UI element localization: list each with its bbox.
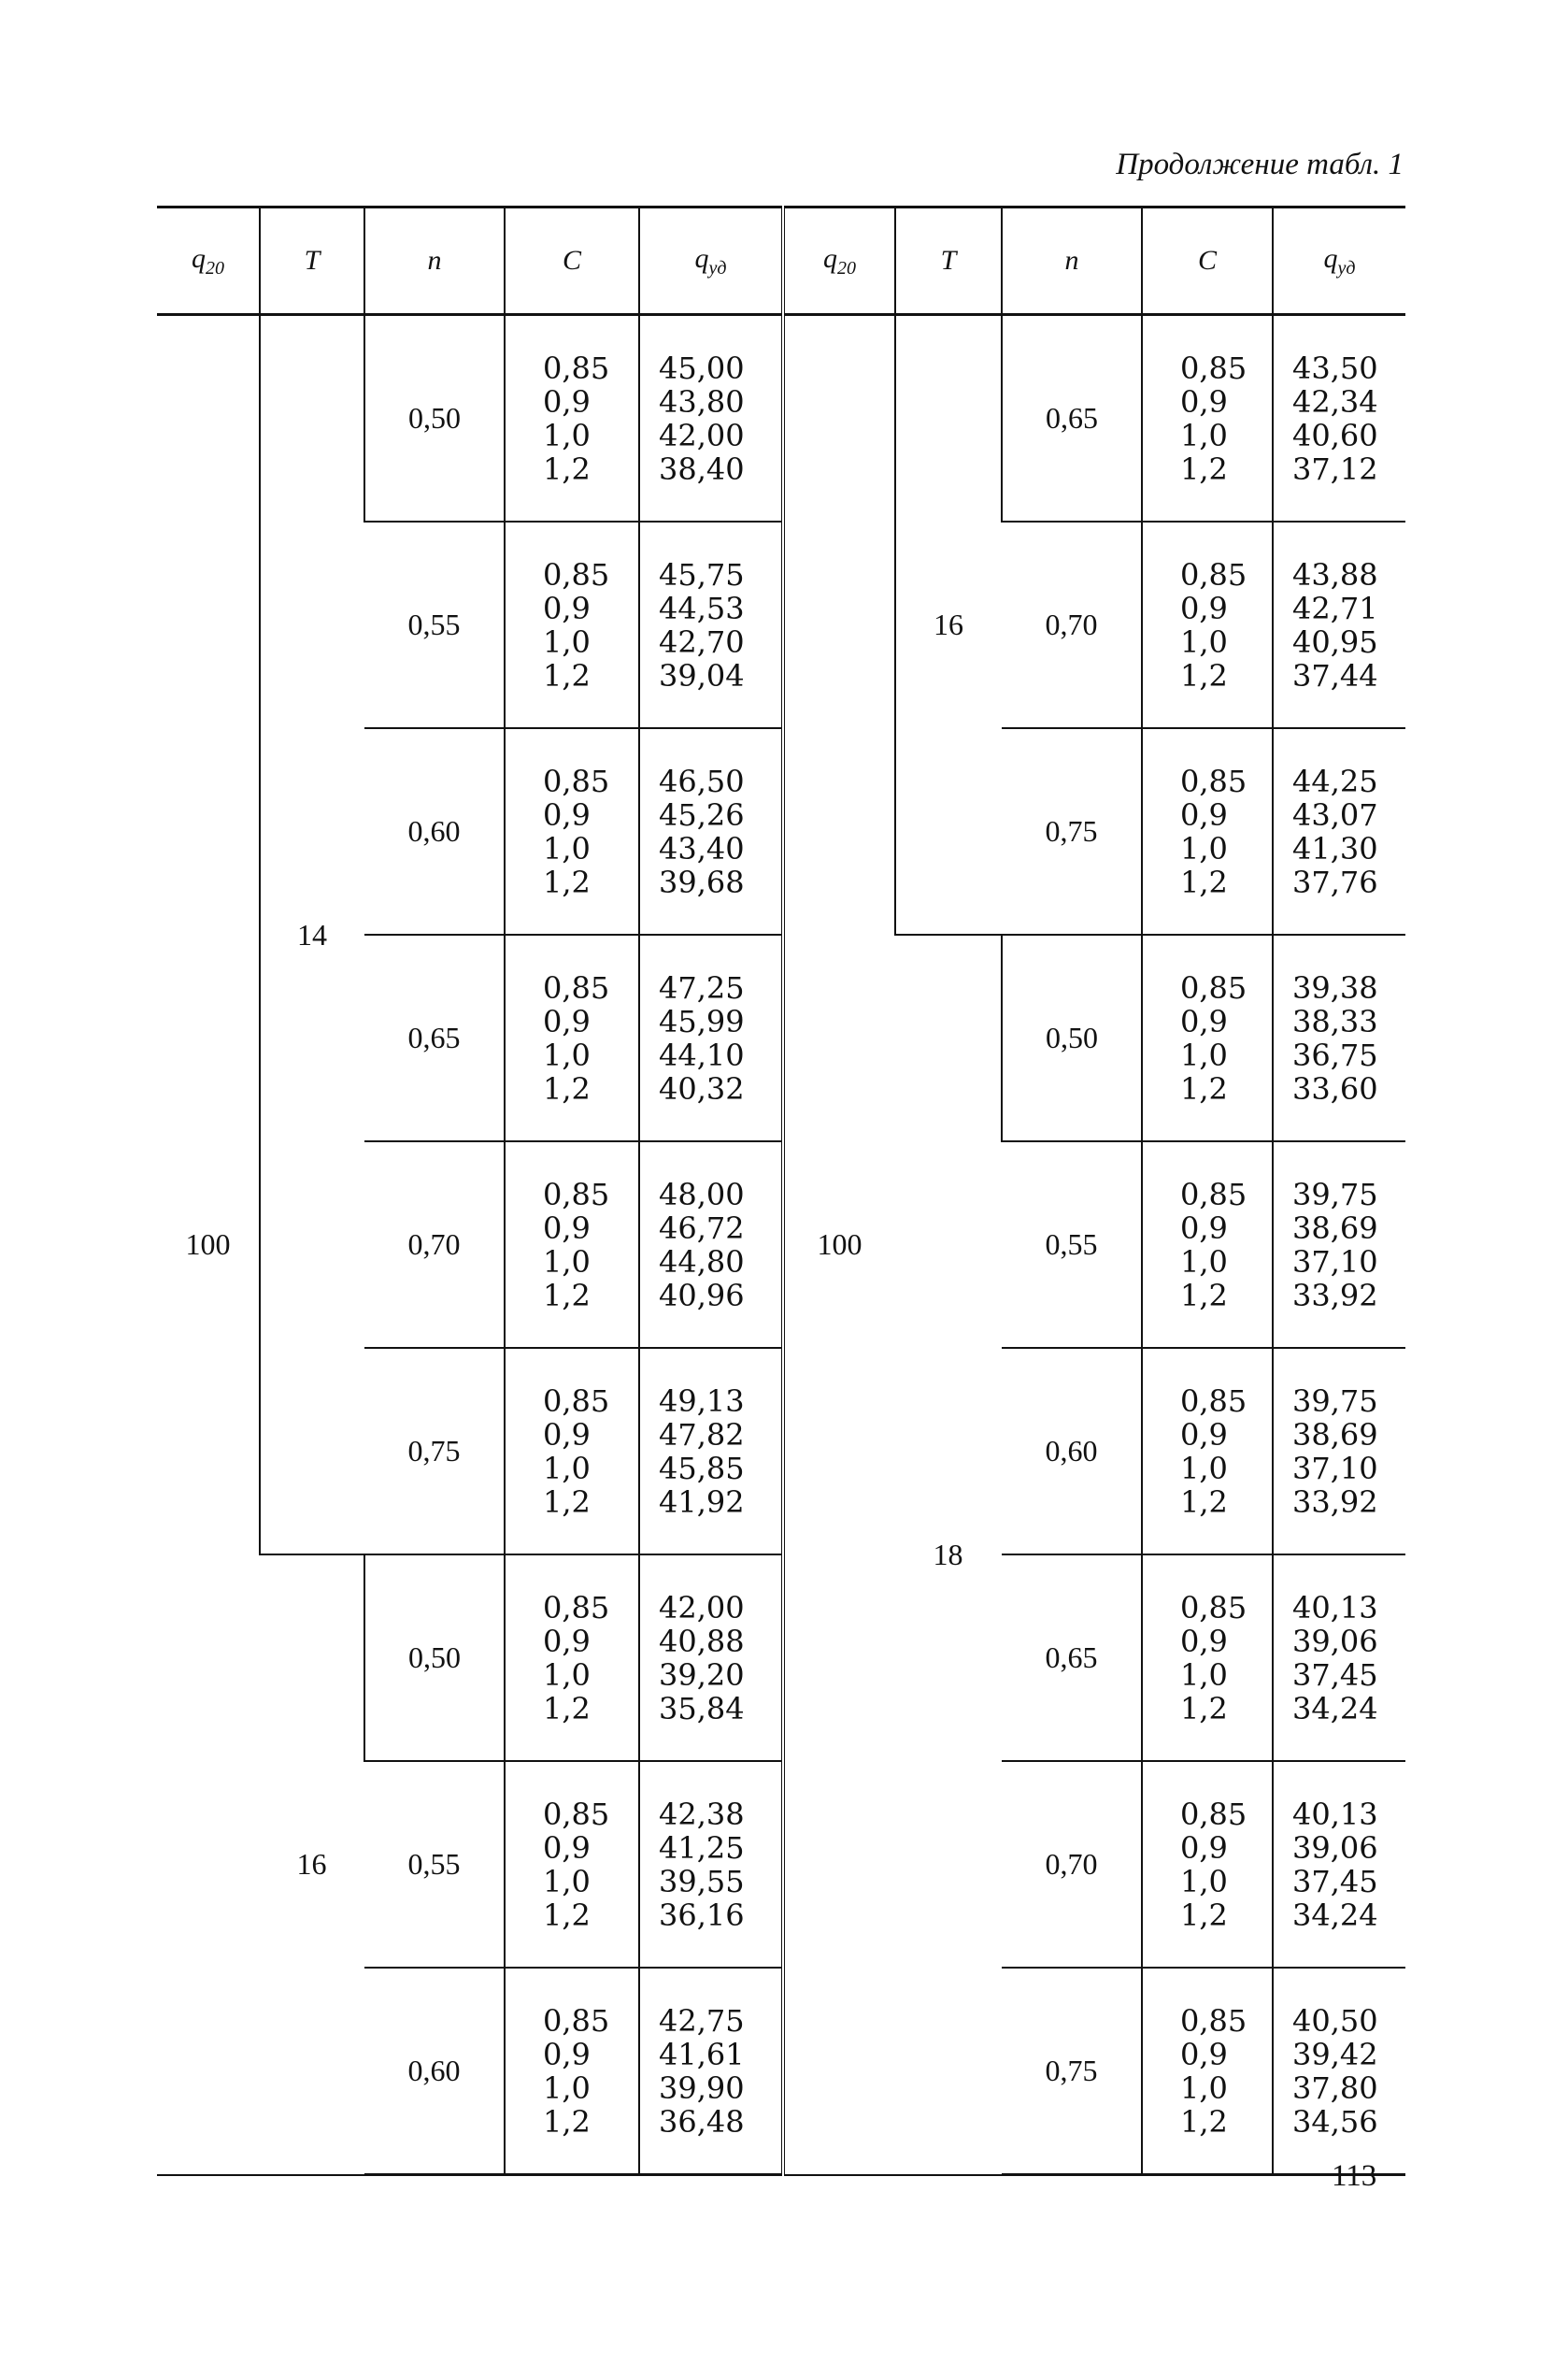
qud-value: 44,53 (659, 590, 745, 626)
qud-cell (639, 1554, 781, 1761)
qud-cell (1273, 1554, 1405, 1761)
right-table-body (785, 315, 1405, 2175)
T-cell: 18 (895, 935, 1002, 2175)
qud-value: 44,80 (659, 1243, 745, 1280)
qud-value: 36,48 (659, 2103, 745, 2140)
c-value: 0,85 (543, 1796, 610, 1832)
c-value: 0,85 (543, 1589, 610, 1625)
c-value: 1,0 (543, 1243, 591, 1280)
n-cell: 0,70 (1002, 522, 1142, 728)
c-value: 1,0 (1180, 1450, 1228, 1486)
C-cell (505, 728, 639, 935)
c-value: 1,0 (543, 1863, 591, 1899)
c-value: 0,9 (1180, 796, 1228, 833)
qud-value: 43,80 (659, 383, 745, 420)
qud-value: 40,13 (1292, 1796, 1378, 1832)
c-value: 1,0 (1180, 417, 1228, 453)
n-cell: 0,65 (1002, 1554, 1142, 1761)
c-value: 0,85 (1180, 1589, 1247, 1625)
left-table-body (157, 315, 781, 2175)
qud-value: 39,75 (1292, 1176, 1378, 1212)
header-C: C (505, 208, 639, 315)
qud-value: 39,55 (659, 1863, 745, 1899)
n-cell: 0,75 (1002, 1968, 1142, 2175)
qud-value: 39,38 (1292, 969, 1378, 1006)
C-cell (1142, 1141, 1273, 1348)
c-value: 0,85 (543, 1176, 610, 1212)
c-value: 1,2 (1180, 1277, 1228, 1313)
n-cell: 0,55 (1002, 1141, 1142, 1348)
qud-value: 45,99 (659, 1003, 745, 1039)
n-cell: 0,70 (1002, 1761, 1142, 1968)
c-value: 1,0 (543, 2069, 591, 2106)
c-value: 1,2 (1180, 451, 1228, 487)
qud-cell (1273, 1968, 1405, 2175)
c-value: 1,0 (1180, 1863, 1228, 1899)
c-value: 1,2 (1180, 1483, 1228, 1520)
qud-value: 37,76 (1292, 864, 1378, 900)
qud-cell (639, 1141, 781, 1348)
qud-value: 40,95 (1292, 623, 1378, 660)
c-value: 1,0 (543, 830, 591, 866)
c-value: 0,9 (543, 796, 591, 833)
n-cell: 0,70 (364, 1141, 505, 1348)
qud-value: 49,13 (659, 1382, 745, 1419)
qud-value: 38,33 (1292, 1003, 1378, 1039)
c-value: 0,85 (543, 350, 610, 386)
qud-cell (639, 522, 781, 728)
qud-value: 38,69 (1292, 1210, 1378, 1246)
qud-value: 44,10 (659, 1037, 745, 1073)
T-cell: 16 (260, 1554, 364, 2175)
c-value: 1,0 (1180, 2069, 1228, 2106)
c-value: 0,9 (1180, 383, 1228, 420)
C-cell (1142, 728, 1273, 935)
qud-value: 43,07 (1292, 796, 1378, 833)
qud-value: 40,88 (659, 1623, 745, 1659)
c-value: 1,2 (543, 2103, 591, 2140)
C-cell (1142, 1968, 1273, 2175)
c-value: 1,0 (1180, 1243, 1228, 1280)
qud-value: 45,75 (659, 556, 745, 593)
q20-cell: 100 (785, 315, 895, 2175)
n-cell: 0,60 (1002, 1348, 1142, 1554)
c-value: 1,0 (1180, 830, 1228, 866)
C-cell (1142, 315, 1273, 523)
qud-value: 41,61 (659, 2036, 745, 2072)
qud-value: 42,38 (659, 1796, 745, 1832)
qud-value: 37,44 (1292, 657, 1378, 694)
c-value: 0,9 (1180, 1829, 1228, 1866)
n-cell: 0,60 (364, 1968, 505, 2175)
n-cell: 0,55 (364, 522, 505, 728)
qud-cell (639, 1968, 781, 2175)
c-value: 0,85 (1180, 1176, 1247, 1212)
qud-value: 46,72 (659, 1210, 745, 1246)
qud-value: 37,10 (1292, 1450, 1378, 1486)
qud-value: 37,80 (1292, 2069, 1378, 2106)
C-cell (505, 1968, 639, 2175)
c-value: 1,0 (543, 1037, 591, 1073)
T-cell: 16 (895, 315, 1002, 936)
c-value: 1,0 (543, 1450, 591, 1486)
c-value: 1,2 (543, 1897, 591, 1933)
qud-value: 33,92 (1292, 1483, 1378, 1520)
C-cell (1142, 935, 1273, 1141)
qud-value: 42,34 (1292, 383, 1378, 420)
c-value: 0,85 (1180, 556, 1247, 593)
n-cell: 0,55 (364, 1761, 505, 1968)
qud-value: 37,45 (1292, 1863, 1378, 1899)
q20-cell: 100 (157, 315, 260, 2175)
c-value: 1,2 (543, 1483, 591, 1520)
qud-value: 40,96 (659, 1277, 745, 1313)
c-value: 1,2 (543, 1277, 591, 1313)
C-cell (505, 935, 639, 1141)
qud-value: 37,12 (1292, 451, 1378, 487)
c-value: 1,2 (543, 451, 591, 487)
C-cell (1142, 1348, 1273, 1554)
c-value: 0,9 (543, 1210, 591, 1246)
header-q20: $q_{20}$ (785, 208, 895, 315)
c-value: 0,85 (1180, 1382, 1247, 1419)
qud-cell (1273, 1761, 1405, 1968)
header-T: T (260, 208, 364, 315)
c-value: 1,0 (1180, 1656, 1228, 1693)
table-continuation-caption: Продолжение табл. 1 (1116, 148, 1404, 181)
qud-value: 40,50 (1292, 2002, 1378, 2039)
c-value: 0,85 (1180, 2002, 1247, 2039)
qud-cell (1273, 935, 1405, 1141)
qud-value: 37,45 (1292, 1656, 1378, 1693)
qud-value: 39,20 (659, 1656, 745, 1693)
qud-value: 42,00 (659, 417, 745, 453)
header-qud: $q_{уд}$ (1273, 208, 1405, 315)
qud-value: 45,26 (659, 796, 745, 833)
qud-value: 42,71 (1292, 590, 1378, 626)
n-cell: 0,60 (364, 728, 505, 935)
c-value: 1,2 (1180, 657, 1228, 694)
n-cell: 0,50 (1002, 935, 1142, 1141)
C-cell (505, 1761, 639, 1968)
qud-value: 36,75 (1292, 1037, 1378, 1073)
c-value: 0,9 (1180, 1416, 1228, 1453)
qud-cell (1273, 1141, 1405, 1348)
left-table (157, 206, 781, 2176)
left-header-row (157, 208, 781, 315)
table-row (785, 315, 1405, 523)
c-value: 0,9 (543, 590, 591, 626)
qud-value: 40,32 (659, 1070, 745, 1107)
C-cell (1142, 1554, 1273, 1761)
n-cell: 0,75 (364, 1348, 505, 1554)
right-table (785, 206, 1405, 2176)
right-header-row (785, 208, 1405, 315)
qud-value: 43,50 (1292, 350, 1378, 386)
c-value: 0,85 (1180, 763, 1247, 799)
qud-value: 37,10 (1292, 1243, 1378, 1280)
qud-cell (639, 728, 781, 935)
c-value: 0,85 (1180, 969, 1247, 1006)
c-value: 1,2 (1180, 864, 1228, 900)
c-value: 0,9 (1180, 1623, 1228, 1659)
qud-cell (639, 1348, 781, 1554)
qud-value: 39,68 (659, 864, 745, 900)
T-cell: 14 (260, 315, 364, 1555)
header-qud: $q_{уд}$ (639, 208, 781, 315)
C-cell (505, 1348, 639, 1554)
C-cell (505, 522, 639, 728)
qud-value: 34,56 (1292, 2103, 1378, 2140)
c-value: 0,85 (543, 969, 610, 1006)
header-n: n (1002, 208, 1142, 315)
qud-cell (1273, 522, 1405, 728)
C-cell (505, 1554, 639, 1761)
qud-cell (1273, 1348, 1405, 1554)
qud-value: 39,75 (1292, 1382, 1378, 1419)
C-cell (1142, 522, 1273, 728)
c-value: 1,0 (1180, 1037, 1228, 1073)
qud-value: 39,90 (659, 2069, 745, 2106)
qud-value: 43,40 (659, 830, 745, 866)
C-cell (1142, 1761, 1273, 1968)
qud-value: 41,92 (659, 1483, 745, 1520)
c-value: 0,9 (1180, 2036, 1228, 2072)
qud-value: 42,00 (659, 1589, 745, 1625)
c-value: 1,2 (1180, 1690, 1228, 1726)
header-q20: $q_{20}$ (157, 208, 260, 315)
c-value: 0,85 (543, 763, 610, 799)
left-table-half (157, 206, 785, 2176)
right-table-half (785, 206, 1405, 2176)
n-cell: 0,50 (364, 315, 505, 523)
c-value: 1,2 (543, 1690, 591, 1726)
header-n: n (364, 208, 505, 315)
qud-value: 35,84 (659, 1690, 745, 1726)
qud-cell (639, 315, 781, 523)
qud-value: 46,50 (659, 763, 745, 799)
c-value: 1,0 (543, 1656, 591, 1693)
qud-value: 45,85 (659, 1450, 745, 1486)
c-value: 0,85 (543, 1382, 610, 1419)
qud-value: 42,75 (659, 2002, 745, 2039)
c-value: 1,2 (1180, 2103, 1228, 2140)
qud-cell (639, 935, 781, 1141)
header-C: C (1142, 208, 1273, 315)
qud-value: 40,13 (1292, 1589, 1378, 1625)
qud-value: 39,06 (1292, 1829, 1378, 1866)
qud-value: 41,30 (1292, 830, 1378, 866)
C-cell (505, 315, 639, 523)
c-value: 0,9 (543, 383, 591, 420)
c-value: 0,9 (1180, 1210, 1228, 1246)
qud-cell (1273, 728, 1405, 935)
qud-value: 36,16 (659, 1897, 745, 1933)
qud-value: 38,40 (659, 451, 745, 487)
page-number: 113 (1332, 2159, 1377, 2193)
c-value: 1,2 (1180, 1070, 1228, 1107)
qud-value: 44,25 (1292, 763, 1378, 799)
qud-value: 41,25 (659, 1829, 745, 1866)
n-cell: 0,75 (1002, 728, 1142, 935)
qud-value: 34,24 (1292, 1897, 1378, 1933)
c-value: 0,9 (543, 1623, 591, 1659)
c-value: 1,2 (543, 1070, 591, 1107)
c-value: 0,9 (543, 2036, 591, 2072)
c-value: 1,0 (543, 417, 591, 453)
c-value: 1,2 (1180, 1897, 1228, 1933)
qud-cell (639, 1761, 781, 1968)
qud-value: 39,42 (1292, 2036, 1378, 2072)
c-value: 0,9 (543, 1416, 591, 1453)
n-cell: 0,50 (364, 1554, 505, 1761)
qud-value: 45,00 (659, 350, 745, 386)
c-value: 0,85 (543, 556, 610, 593)
c-value: 0,85 (543, 2002, 610, 2039)
qud-value: 33,60 (1292, 1070, 1378, 1107)
qud-value: 38,69 (1292, 1416, 1378, 1453)
c-value: 0,9 (1180, 1003, 1228, 1039)
c-value: 0,9 (1180, 590, 1228, 626)
n-cell: 0,65 (1002, 315, 1142, 523)
qud-value: 47,25 (659, 969, 745, 1006)
qud-value: 40,60 (1292, 417, 1378, 453)
c-value: 0,85 (1180, 1796, 1247, 1832)
qud-value: 33,92 (1292, 1277, 1378, 1313)
qud-cell (1273, 315, 1405, 523)
c-value: 1,0 (543, 623, 591, 660)
c-value: 1,2 (543, 657, 591, 694)
c-value: 0,9 (543, 1829, 591, 1866)
n-cell: 0,65 (364, 935, 505, 1141)
qud-value: 43,88 (1292, 556, 1378, 593)
c-value: 0,85 (1180, 350, 1247, 386)
header-T: T (895, 208, 1002, 315)
qud-value: 48,00 (659, 1176, 745, 1212)
qud-value: 39,06 (1292, 1623, 1378, 1659)
c-value: 1,0 (1180, 623, 1228, 660)
qud-value: 34,24 (1292, 1690, 1378, 1726)
qud-value: 47,82 (659, 1416, 745, 1453)
qud-value: 42,70 (659, 623, 745, 660)
c-value: 0,9 (543, 1003, 591, 1039)
c-value: 1,2 (543, 864, 591, 900)
C-cell (505, 1141, 639, 1348)
table-row (157, 315, 781, 523)
qud-value: 39,04 (659, 657, 745, 694)
